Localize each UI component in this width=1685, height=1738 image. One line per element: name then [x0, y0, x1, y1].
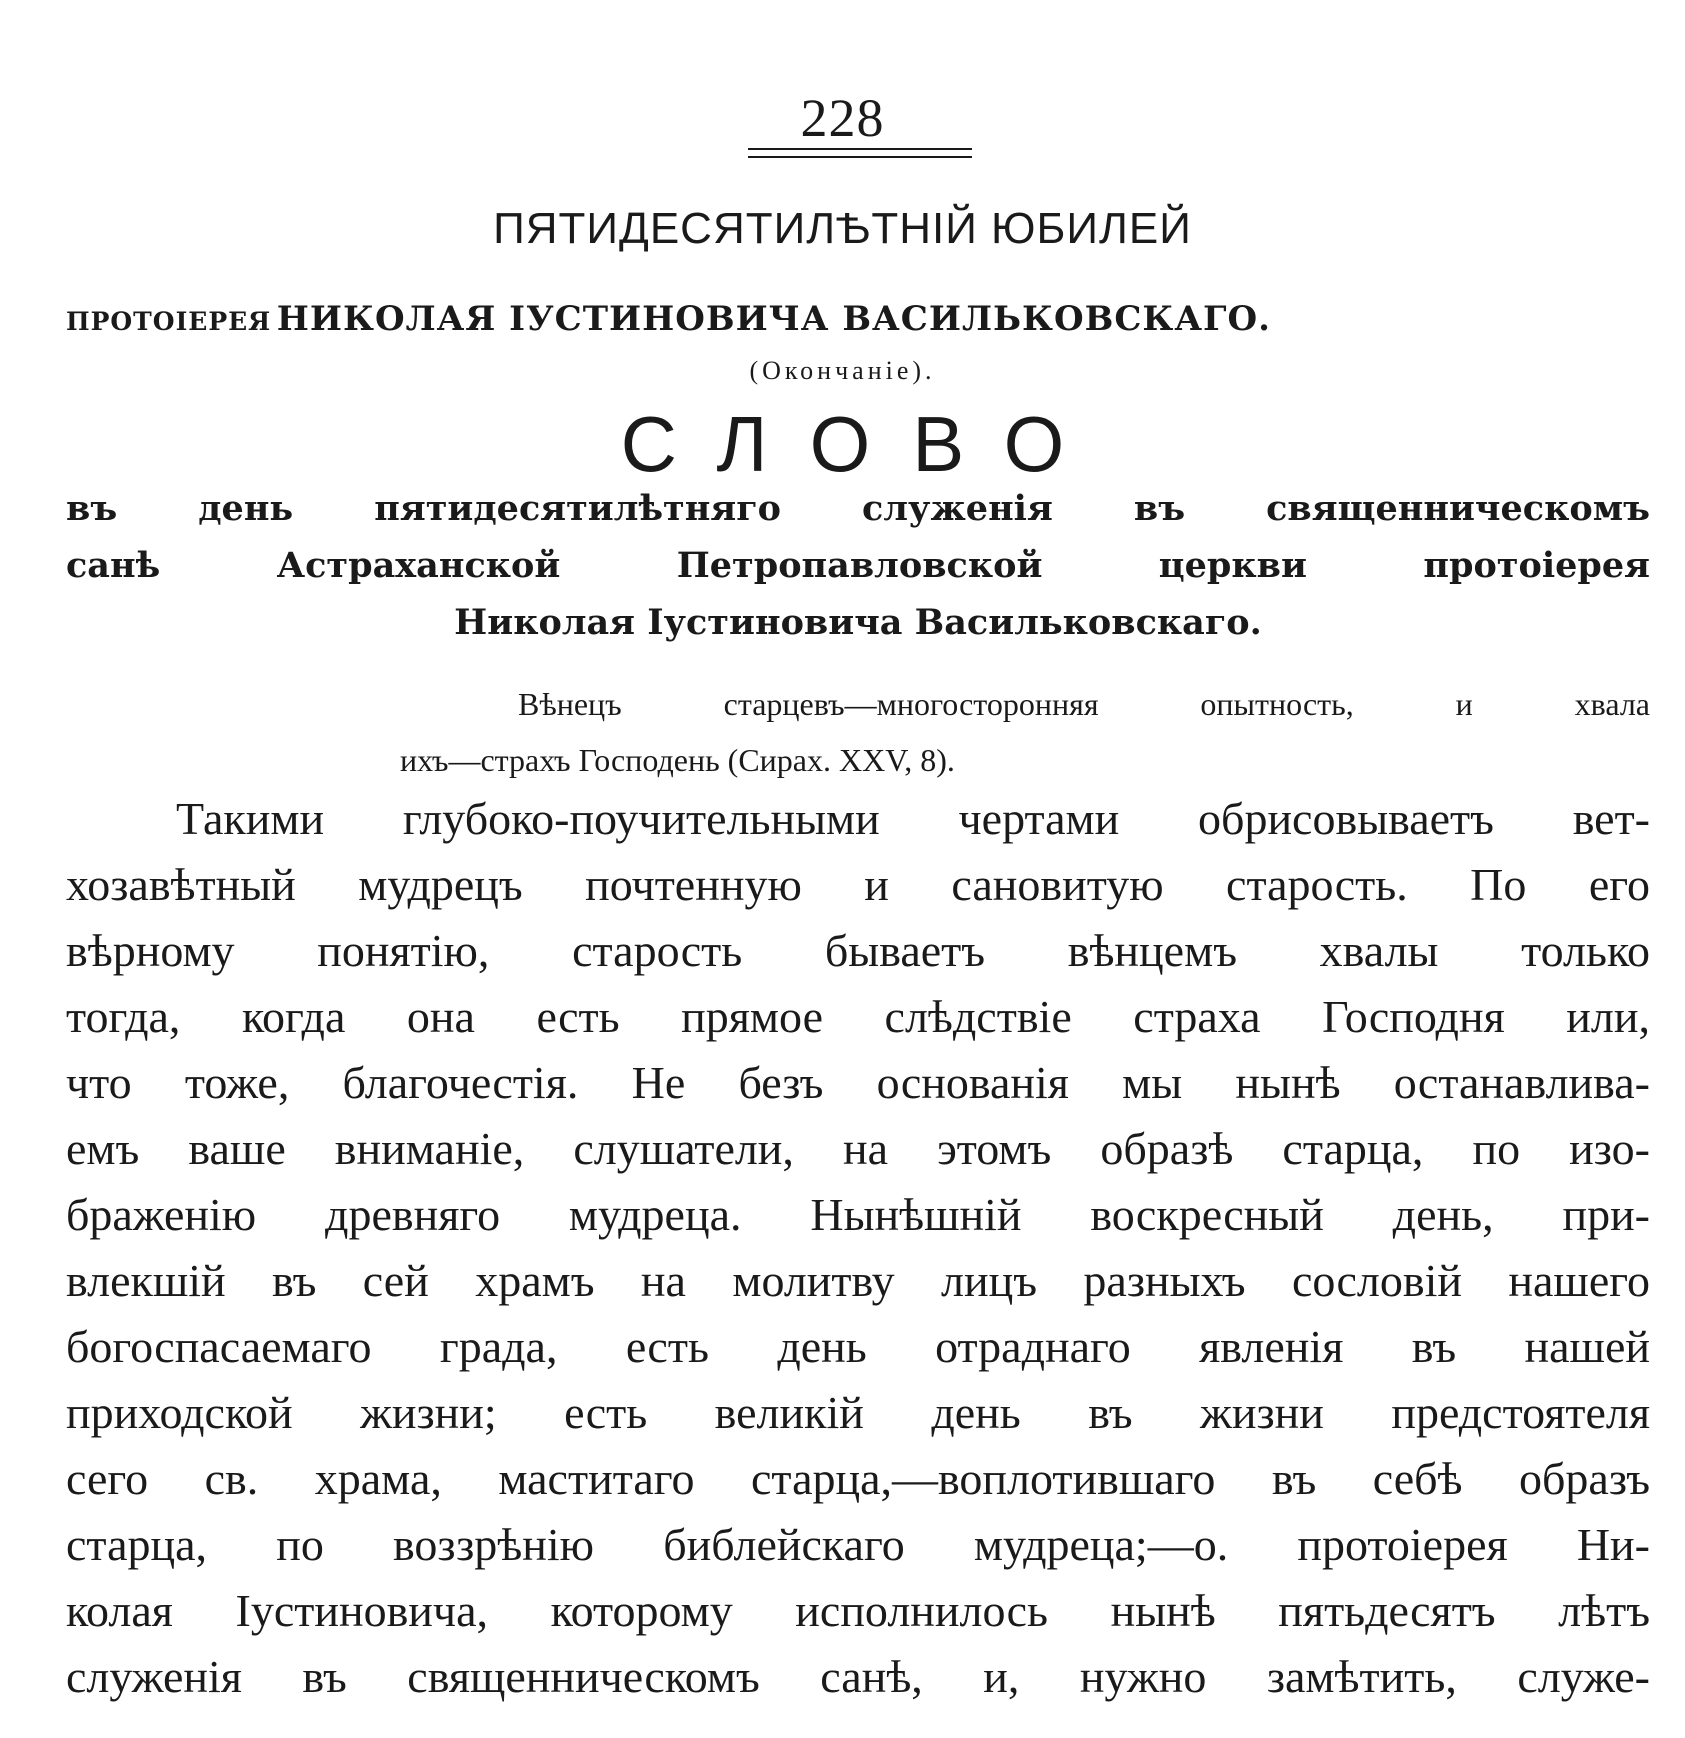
person-name: НИКОЛАЯ ІУСТИНОВИЧА ВАСИЛЬКОВСКАГО.	[276, 299, 1271, 339]
epigraph-line: Вѣнецъ старцевъ—многосторонняя опытность, и хвала	[518, 686, 1650, 722]
body-line: богоспасаемаго града, есть день отраднаго явленія въ нашей	[66, 1321, 1650, 1372]
subtitle-line: въ день пятидесятилѣтняго служенія въ священническомъ	[66, 488, 1650, 529]
subtitle-line: Николая Іустиновича Васильковскаго.	[454, 602, 1262, 643]
epigraph	[400, 676, 1650, 788]
continuation-note: (Окончаніе).	[749, 356, 936, 385]
body-line: хозавѣтный мудрецъ почтенную и сановитую старость. По его	[66, 859, 1650, 910]
body-line: что тоже, благочестія. Не безъ основанія мы нынѣ останавлива-	[66, 1057, 1650, 1108]
page-number: 228	[800, 88, 885, 148]
body-line: тогда, когда она есть прямое слѣдствіе страха Господня или,	[66, 991, 1650, 1042]
body-line: приходской жизни; есть великій день въ жизни предстоятеля	[66, 1387, 1650, 1438]
body-line: старца, по воззрѣнію библейскаго мудреца;—о. протоіерея Ни-	[66, 1519, 1650, 1570]
jubilee-title: ПЯТИДЕСЯТИЛѢТНІЙ ЮБИЛЕЙ	[493, 204, 1192, 253]
body-line: служенія въ священническомъ санѣ, и, нужно замѣтить, служе-	[66, 1651, 1650, 1702]
body-line: емъ ваше вниманіе, слушатели, на этомъ образѣ старца, по изо-	[66, 1123, 1650, 1174]
body-line: Такими глубоко-поучительными чертами обрисовываетъ вет-	[176, 793, 1650, 844]
body-text	[66, 786, 1650, 1710]
subtitle-line: санѣ Астраханской Петропавловской церкви протоіерея	[66, 545, 1650, 586]
sermon-subtitle	[66, 480, 1650, 651]
sermon-heading: СЛОВО	[620, 400, 1107, 488]
page-number-rule	[748, 148, 972, 158]
body-line: колая Іустиновича, которому исполнилось нынѣ пятьдесятъ лѣтъ	[66, 1585, 1650, 1636]
person-rank: ПРОТОІЕРЕЯ	[66, 307, 272, 336]
epigraph-line: ихъ—страхъ Господень (Сирах. XXV, 8).	[400, 742, 955, 778]
person-heading	[66, 296, 1650, 348]
body-line: сего св. храма, маститаго старца,—воплотившаго въ себѣ образъ	[66, 1453, 1650, 1504]
body-line: вѣрному понятію, старость бываетъ вѣнцемъ хвалы только	[66, 925, 1650, 976]
body-line: браженію древняго мудреца. Нынѣшній воскресный день, при-	[66, 1189, 1650, 1240]
body-line: влекшій въ сей храмъ на молитву лицъ разныхъ сословій нашего	[66, 1255, 1650, 1306]
